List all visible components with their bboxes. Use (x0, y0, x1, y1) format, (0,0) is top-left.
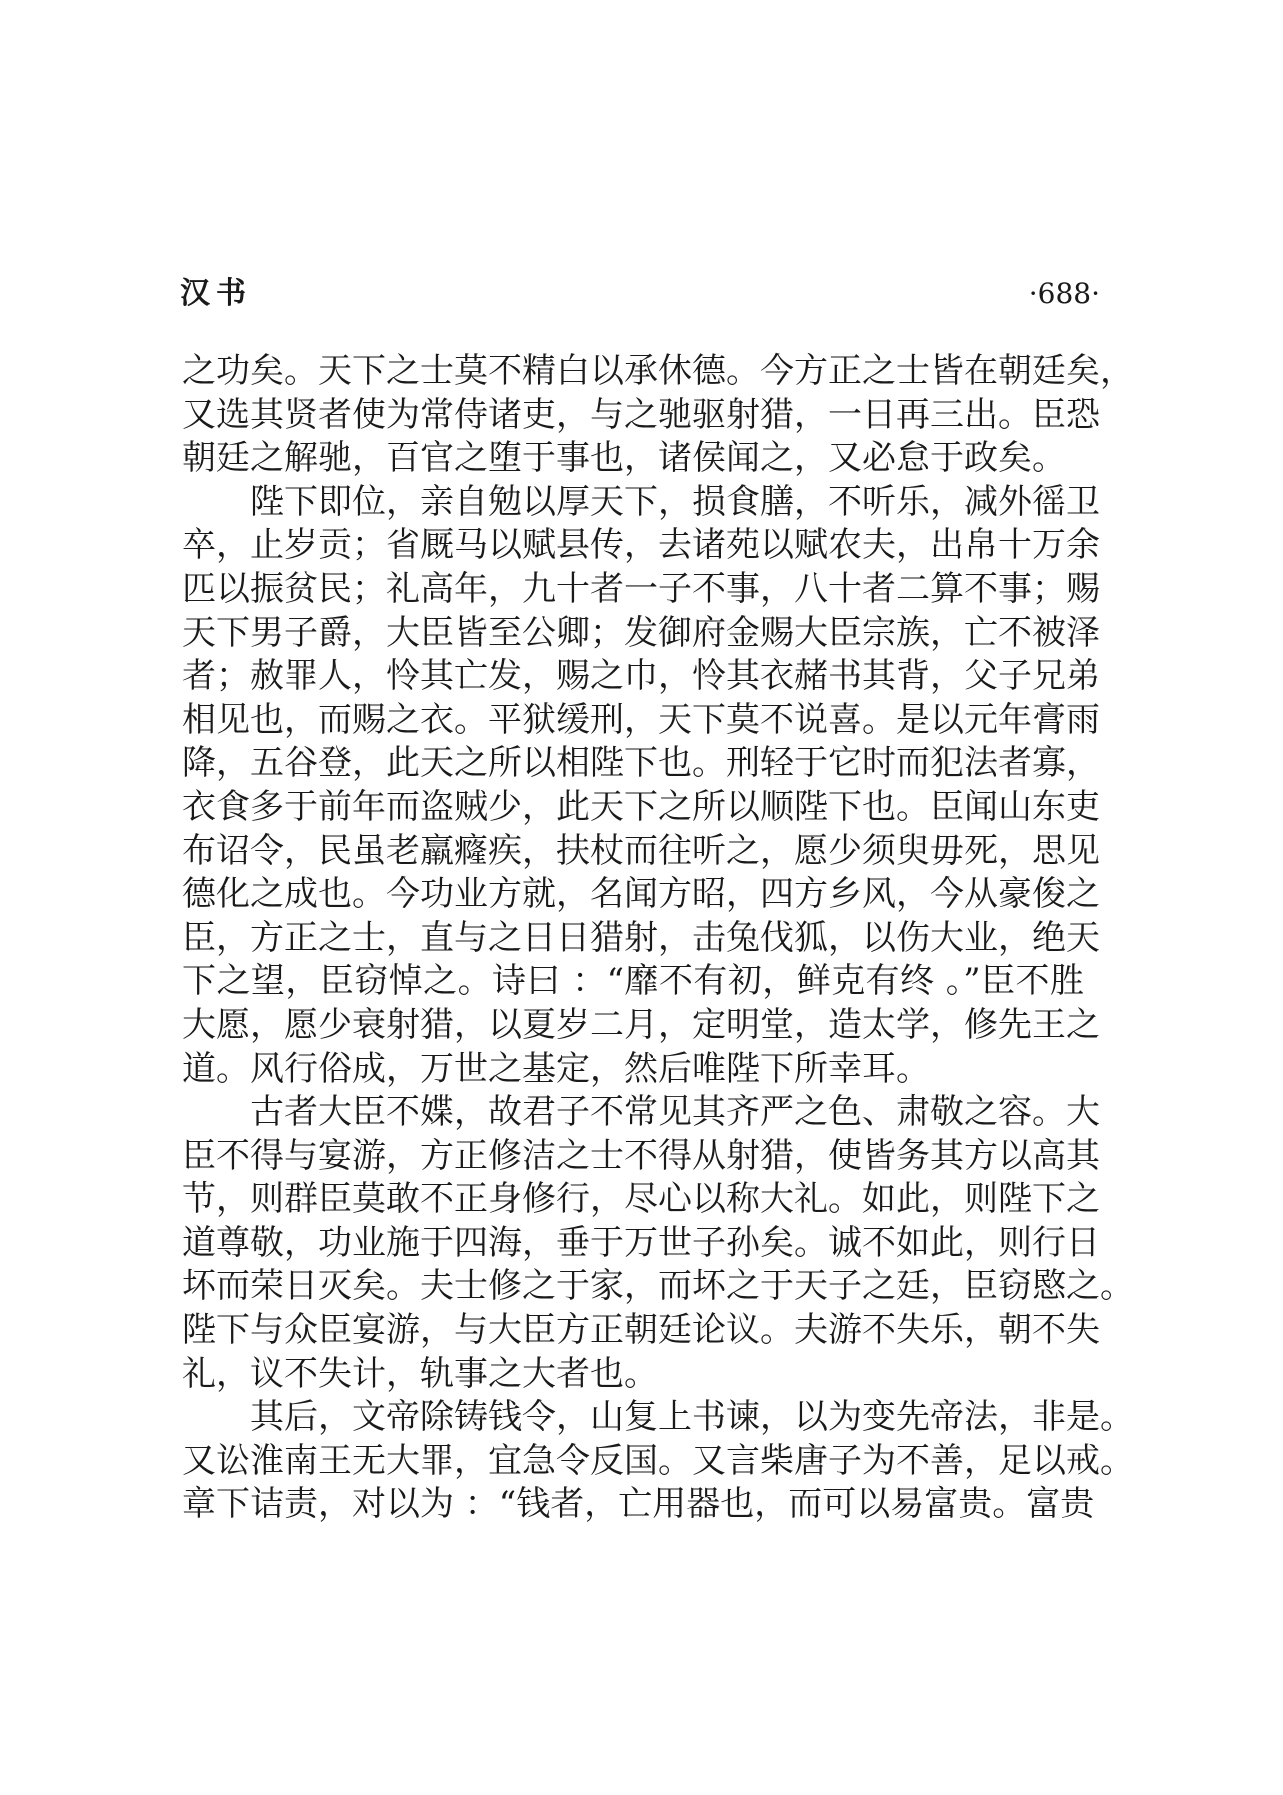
text-line: 陛下即位，亲自勉以厚天下，损食膳，不听乐，减外徭卫 (250, 481, 1100, 522)
text-line: 坏而荣日灭矣。夫士修之于家，而坏之于天子之廷，臣窃愍之。 (182, 1266, 1134, 1307)
text-line: 大愿，愿少衰射猎，以夏岁二月，定明堂，造太学，修先王之 (182, 1004, 1100, 1045)
text-line: 节，则群臣莫敢不正身修行，尽心以称大礼。如此，则陛下之 (182, 1179, 1100, 1220)
text-line: 朝廷之解驰，百官之堕于事也，诸侯闻之，又必怠于政矣。 (182, 438, 1066, 479)
text-line: 道尊敬，功业施于四海，垂于万世子孙矣。诚不如此，则行日 (182, 1222, 1100, 1263)
text-line: 古者大臣不媟，故君子不常见其齐严之色、肃敬之容。大 (250, 1092, 1100, 1133)
text-line: 臣，方正之士，直与之日日猎射，击兔伐狐，以伤大业，绝天 (182, 917, 1100, 958)
text-line: 其后，文帝除铸钱令，山复上书谏，以为变先帝法，非是。 (250, 1397, 1134, 1438)
book-title: 汉书 (180, 276, 252, 311)
text-line: 臣不得与宴游，方正修洁之士不得从射猎，使皆务其方以高其 (182, 1135, 1100, 1176)
text-line: 下之望，臣窃悼之。诗曰 ：“靡不有初，鲜克有终 。”臣不胜 (182, 961, 1084, 1002)
text-line: 者；赦罪人，怜其亡发，赐之巾，怜其衣赭书其背，父子兄弟 (182, 656, 1100, 697)
text-line: 陛下与众臣宴游，与大臣方正朝廷论议。夫游不失乐，朝不失 (182, 1310, 1100, 1351)
page-number: ·688· (1028, 277, 1100, 310)
running-header (180, 272, 1100, 320)
text-line: 天下男子爵，大臣皆至公卿；发御府金赐大臣宗族，亡不被泽 (182, 612, 1100, 653)
text-line: 又选其贤者使为常侍诸吏，与之驰驱射猎，一日再三出。臣恐 (182, 394, 1100, 435)
text-line: 布诏令，民虽老羸癃疾，扶杖而往听之，愿少须臾毋死，思见 (182, 830, 1100, 871)
text-line: 衣食多于前年而盗贼少，此天下之所以顺陛下也。臣闻山东吏 (182, 786, 1100, 827)
text-line: 之功矣。天下之士莫不精白以承休德。今方正之士皆在朝廷矣， (182, 351, 1134, 391)
main-text (182, 350, 1134, 1527)
text-line: 章下诘责，对以为 ：“钱者，亡用器也，而可以易富贵。富贵 (182, 1484, 1095, 1525)
text-line: 礼，议不失计，轨事之大者也。 (182, 1353, 658, 1394)
text-line: 相见也，而赐之衣。平狱缓刑，天下莫不说喜。是以元年膏雨 (182, 699, 1100, 740)
text-line: 匹以振贫民；礼高年，九十者一子不事，八十者二算不事；赐 (182, 568, 1100, 609)
text-line: 道。风行俗成，万世之基定，然后唯陛下所幸耳。 (182, 1048, 930, 1089)
text-line: 卒，止岁贡；省厩马以赋县传，去诸苑以赋农夫，出帛十万余 (182, 525, 1100, 566)
text-line: 降，五谷登，此天之所以相陛下也。刑轻于它时而犯法者寡， (182, 743, 1100, 784)
text-line: 又讼淮南王无大罪，宜急令反国。又言柴唐子为不善，足以戒。 (182, 1440, 1134, 1481)
text-line: 德化之成也。今功业方就，名闻方昭，四方乡风，今从豪俊之 (182, 874, 1100, 915)
